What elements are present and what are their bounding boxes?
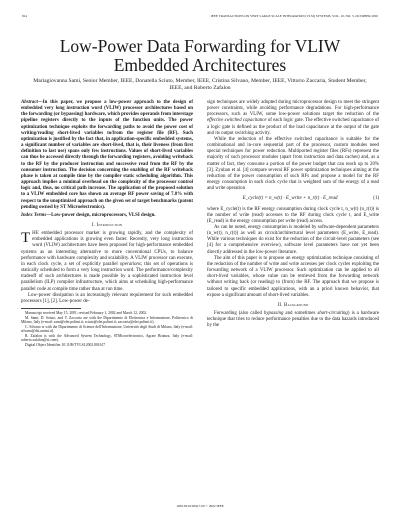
equation-number: (1)	[373, 196, 379, 202]
body-paragraph-1: sign techniques are widely adopted during microprocessor design to meet the stringent power constraints, while avoiding performance degradations. For high-performance processors, such as VLIW, some low-power solutions target the reduction of the effective switched capacitance of each logic gate. The effective switched capacitance of a logic gate is defined as the product of the load capacitance at the output of the gate and its output switching activity.	[207, 100, 379, 136]
equation-1	[207, 196, 379, 202]
abstract-text: In this paper, we propose a low-power approach to the design of embedded very long instruction word (VLIW) processor architectures based on the forwarding (or bypassing) hardware, which provides operands from interstage pipeline registers directly to the inputs of the function units. The power optimization technique exploits the forwarding paths to avoid the power cost of writing/reading short-lived variables to/from the register file (RF). Such optimization is justified by the fact that, in application-specific embedded systems, a significant number of variables are short-lived, that is, their liveness (from first definition to last use) spans only few instructions. Values of short-lived variables can thus be accessed directly through the forwarding registers, avoiding writeback to the RF by the producer instruction and successive read from the RF by the consumer instruction. The decision concerning the enabling of the RF writeback phase is taken at compile time by the compiler static scheduling algorithm. This approach implies a minimal overhead on the complexity of the processor control logic and, thus, no critical path increase. The application of the proposed solution to a VLIW embedded core has shown an average RF power saving of 7.8% with respect to the unoptimized approach on the given set of target benchmarks (patent pending owned by ST Microelectronics).	[21, 100, 193, 210]
footnote-affiliation-1: M. Sami, D. Sciuto, and V. Zaccaria are with the Dipartimento di Elettronica e Informazione, Politecnico di Milano, Italy (e-mail: sami@elet.polimi.it; sciuto@elet.polimi.it; zaccaria@elet.polimi.it).	[21, 315, 193, 324]
body-paragraph-5: The aim of this paper is to propose an energy optimization technique consisting of the reduction of the number of write and write accesses per clock cycles exploiting the forwarding network of a VLIW processor. Such optimization can be applied to all short-lived variables, whose value can be retrieved from the forwarding network without writing back (or reading) to (from) the RF. The approach that we propose is tailored to specific embedded applications, with an a priori known behavior, that expose a significant amount of short-lived variables.	[207, 255, 379, 298]
running-head	[22, 14, 378, 18]
footnote-affiliation-3: R. Zafalon is with the Advanced System Technology, STMicroelectronics, Agrate Brianza, Italy (e-mail: roberto.zafalon@st.com).	[21, 333, 193, 342]
body-paragraph-2: While the reduction of the effective switched capacitance is suitable for the combinational and in-core sequential part of the processor, custom modules need special techniques for power reduction. Multiported register files (RFs) represent the majority of such processor modules (apart from instruction and data caches) and, as a matter of fact, they consume a portion of the power budget that can reach up to 20% [3]. Zyuban et al. [4] compare several RF power optimization techniques aiming at the reduction of the power consumption of such RFs and propose a model for the RF energy consumption in each clock cycle that is weighted sum of the energy of a read and write operation	[207, 136, 379, 192]
body-paragraph-4: As can be noted, energy consumption is modeled by software-dependent parameters (n_w(t), n_r(t)) as well as circuit/architectural level parameters (E_write, E_read). While various techniques do exist for the reduction of the circuit-level parameters (see [4] for a comprehensive overview), software level parameters have not yet been directly addressed in the low-power literature.	[207, 224, 379, 255]
copyright-code: 1063-8210/02$17.00 © 2002 IEEE	[176, 504, 224, 508]
section-heading-introduction: I. Introduction	[91, 222, 123, 228]
index-terms	[21, 213, 193, 219]
index-terms-text: Low-power design, microprocessors, VLSI design.	[51, 212, 156, 218]
intro-paragraph-2: Low-power dissipation is an increasingly relevant requirement for such embedded processors [1], [2]. Low-power de-	[21, 292, 193, 304]
drop-cap: T	[21, 230, 31, 247]
abstract-label: Abstract—	[21, 100, 43, 105]
footnote-doi: Digital Object Identifier 10.1109/TVLSI.2002.801617	[25, 342, 106, 347]
footnotes	[21, 311, 193, 347]
body-paragraph-3: where E_cycle(t) is the RF energy consumption during clock cycle t, n_w(t) (n_r(t)) is the number of write (read) accesses to the RF during clock cycle t, and E_write (E_read) is the energy consumption per write (read) access.	[207, 206, 379, 224]
section-heading-background: II. Background	[277, 302, 309, 308]
page-number: 814	[22, 14, 27, 18]
left-column	[21, 100, 193, 347]
equation-body: E_cycle(t) = n_w(t) · E_write + n_r(t) · E_read	[242, 196, 338, 202]
journal-header: IEEE TRANSACTIONS ON VERY LARGE SCALE INTEGRATION (VLSI) SYSTEMS, VOL. 10, NO. 5, OCTOBER 2002	[210, 14, 378, 18]
abstract	[21, 100, 193, 211]
paper-title: Low-Power Data Forwarding for VLIW Embedded Architectures	[59, 36, 341, 75]
footnote-divider	[21, 308, 81, 309]
footnote-affiliation-2: C. Silvano is with the Dipartimento di Scienze dell'Informazione, Università degli Studi di Milano, Italy (e-mail: silvano@dsi.unimi.it).	[21, 324, 193, 333]
right-column	[207, 100, 379, 329]
footnote-received: Manuscript received May 15, 2001; revised February 1, 2002 and March 12, 2002.	[25, 311, 148, 315]
body-paragraph-6: Forwarding (also called bypassing and sometimes short-circuiting) is a hardware technique that tries to reduce performance penalties due to the data hazards introduced by the	[207, 311, 380, 329]
intro-paragraph-1: THE embedded processor market is growing rapidly, and the complexity of embedded applications is growing even faster. Recently, very long instruction word (VLIW) architectures have been proposed for high-performance embedded systems as an interesting alternative to more conventional CPUs, to balance performance with hardware complexity and scalability. A VLIW processor can execute, in each clock cycle, a set of explicitly parallel operations; this set of operations is statically scheduled to form a very long instruction word. The performance/complexity tradeoff of such architectures is made possible by a sophisticated instruction level parallelism (ILP) compiler infrastructure, which aims at scheduling high-performance parallel code at compile time rather than at run time.	[21, 230, 193, 292]
index-terms-label: Index Terms—	[21, 212, 52, 218]
author-list: Mariagiovanna Sami, Senior Member, IEEE, Donatella Sciuto, Member, IEEE, Cristina Silvano, Member, IEEE, Vittorio Zaccaria, Student Member, IEEE, and Roberto Zafalon	[33, 78, 367, 92]
